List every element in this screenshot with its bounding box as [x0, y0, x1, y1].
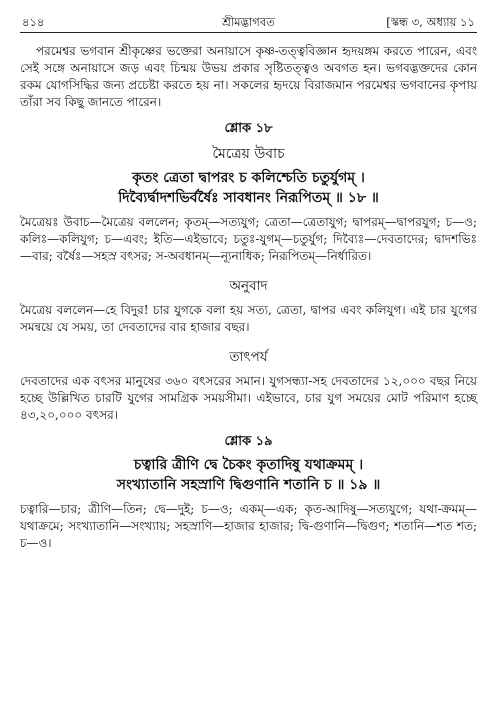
verse-18-speaker: মৈত্রেয় উবাচ [212, 146, 285, 162]
translation-title: অনুবাদ [229, 278, 268, 294]
purport-title: তাৎপর্য [229, 349, 268, 365]
verse-18-purport: দেবতাদের এক বৎসর মানুষের ৩৬০ বৎসরের সমান। যুগসন্ধ্যা-সহ দেবতাদের ১২,০০০ বছর নিয়ে হচ্ছে উল্লিখিত চারটি যুগের সামগ্রিক সময়সীমা। এইভাবে, চার যুগ সময়ের মোট পরিমাণ হচ্ছে ৪৩,২০,০০০ বৎসর। [20, 374, 477, 422]
verse-18-translation: মৈত্রেয় বললেন—হে বিদুর! চার যুগকে বলা হয় সত্য, ত্রেতা, দ্বাপর এবং কলিযুগ। এই চার যুগের সমন্বয়ে যে সময়, তা দেবতাদের বার হাজার বছর। [20, 303, 477, 334]
verse-19-heading: শ্লোক ১৯ [224, 434, 273, 449]
verse-19-synonyms: চত্বারি—চার; ত্রীণি—তিন; দ্বে—দুই; চ—ও; একম্—এক; কৃত-আদিষু—সত্যযুগে; যথা-ক্রমম্—যথাক্রমে; সংখ্যাতানি—সংখ্যায়; সহস্রাণি—হাজার হাজার; দ্বি-গুণানি—দ্বিগুণ; শতানি—শত শত; চ—ও। [20, 502, 477, 550]
chapter-reference: [স্কন্ধ ৩, অধ্যায় ১১ [386, 15, 475, 29]
running-header [20, 10, 477, 33]
page-number: ৪১৪ [22, 15, 45, 29]
verse-18-synonyms: মৈত্রেয়ঃ উবাচ—মৈত্রেয় বললেন; কৃতম্—সত্যযুগ; ত্রেতা—ত্রেতাযুগ; দ্বাপরম্—দ্বাপরযুগ; চ—ও; কলিঃ—কলিযুগ; চ—এবং; ইতি—এইভাবে; চতুঃ-যুগম্—চতুর্যুগ; দিব্যৈঃ—দেবতাদের; দ্বাদশভিঃ—বার; বর্ষৈঃ—সহস্র বৎসর; স-অবধানম্—ন্যূনাধিক; নিরূপিতম্—নির্ধারিত। [20, 215, 477, 263]
verse-19-line-2: সংখ্যাতানি সহস্রাণি দ্বিগুণানি শতানি চ ॥ ১৯ ॥ [116, 477, 381, 493]
verse-18-line-2: দিব্যৈর্দ্বাদশভির্বর্ষৈঃ সাবধানং নিরূপিতম্ ॥ ১৮ ॥ [118, 190, 379, 206]
verse-18-line-1: কৃতং ত্রেতা দ্বাপরং চ কলিশ্চেতি চতুর্যুগম্ । [132, 170, 365, 186]
verse-19-line-1: চত্বারি ত্রীণি দ্বে চৈকং কৃতাদিষু যথাক্রমম্ । [133, 457, 364, 473]
book-title: শ্রীমদ্ভাগবত [222, 15, 275, 29]
intro-paragraph: পরমেশ্বর ভগবান শ্রীকৃষ্ণের ভক্তেরা অনায়াসে কৃষ্ণ-তত্ত্ববিজ্ঞান হৃদয়ঙ্গম করতে পারেন, এবং সেই সঙ্গে অনায়াসে জড় এবং চিন্ময় উভয় প্রকার সৃষ্টিতত্ত্বও অবগত হন। ভগবদ্ভক্তদের কোন রকম যোগসিদ্ধির জন্য প্রচেষ্টা করতে হয় না। সকলের হৃদয়ে বিরাজমান পরমেশ্বর ভগবানের কৃপায় তাঁরা সব কিছু জানতে পারেন। [20, 44, 477, 109]
verse-18-heading: শ্লোক ১৮ [224, 121, 273, 136]
